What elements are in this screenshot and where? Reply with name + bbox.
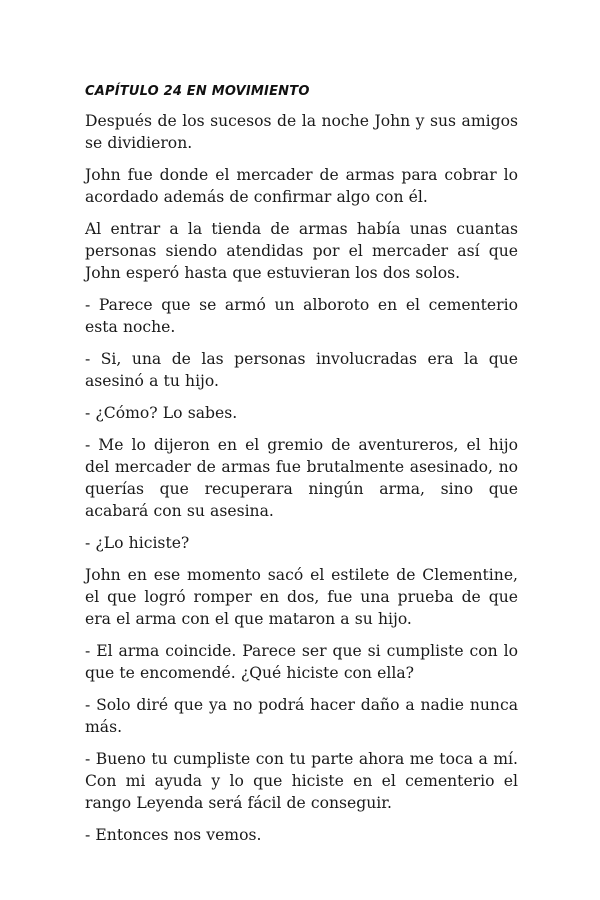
chapter-title: CAPÍTULO 24 EN MOVIMIENTO: [85, 84, 310, 99]
dialogue-line-5: - ¿Lo hiciste?: [85, 534, 190, 552]
dialogue-line-4: - Me lo dijeron en el gremio de aventureros, el hijo del mercader de armas fue brutalmente asesinado, no querías que recuperara ningún arma, sino que acabará con su asesina.: [85, 436, 518, 520]
paragraph-1: Después de los sucesos de la noche John y sus amigos se dividieron.: [85, 112, 518, 152]
dialogue-line-3: - ¿Cómo? Lo sabes.: [85, 404, 238, 422]
dialogue-line-9: - Entonces nos vemos.: [85, 826, 262, 844]
paragraph-4: John en ese momento sacó el estilete de Clementine, el que logró romper en dos, fue una prueba de que era el arma con el que mataron a su hijo.: [85, 566, 518, 628]
dialogue-line-8: - Bueno tu cumpliste con tu parte ahora me toca a mí. Con mi ayuda y lo que hiciste en el cementerio el rango Leyenda será fácil de conseguir.: [85, 750, 518, 812]
dialogue-line-6: - El arma coincide. Parece ser que si cumpliste con lo que te encomendé. ¿Qué hiciste con ella?: [85, 642, 518, 682]
paragraph-2: John fue donde el mercader de armas para cobrar lo acordado además de confirmar algo con él.: [85, 166, 518, 206]
dialogue-line-1: - Parece que se armó un alboroto en el cementerio esta noche.: [85, 296, 518, 336]
dialogue-line-2: - Si, una de las personas involucradas era la que asesinó a tu hijo.: [85, 350, 518, 390]
paragraph-3: Al entrar a la tienda de armas había unas cuantas personas siendo atendidas por el mercader así que John esperó hasta que estuvieran los dos solos.: [85, 220, 518, 282]
dialogue-line-7: - Solo diré que ya no podrá hacer daño a nadie nunca más.: [85, 696, 518, 736]
